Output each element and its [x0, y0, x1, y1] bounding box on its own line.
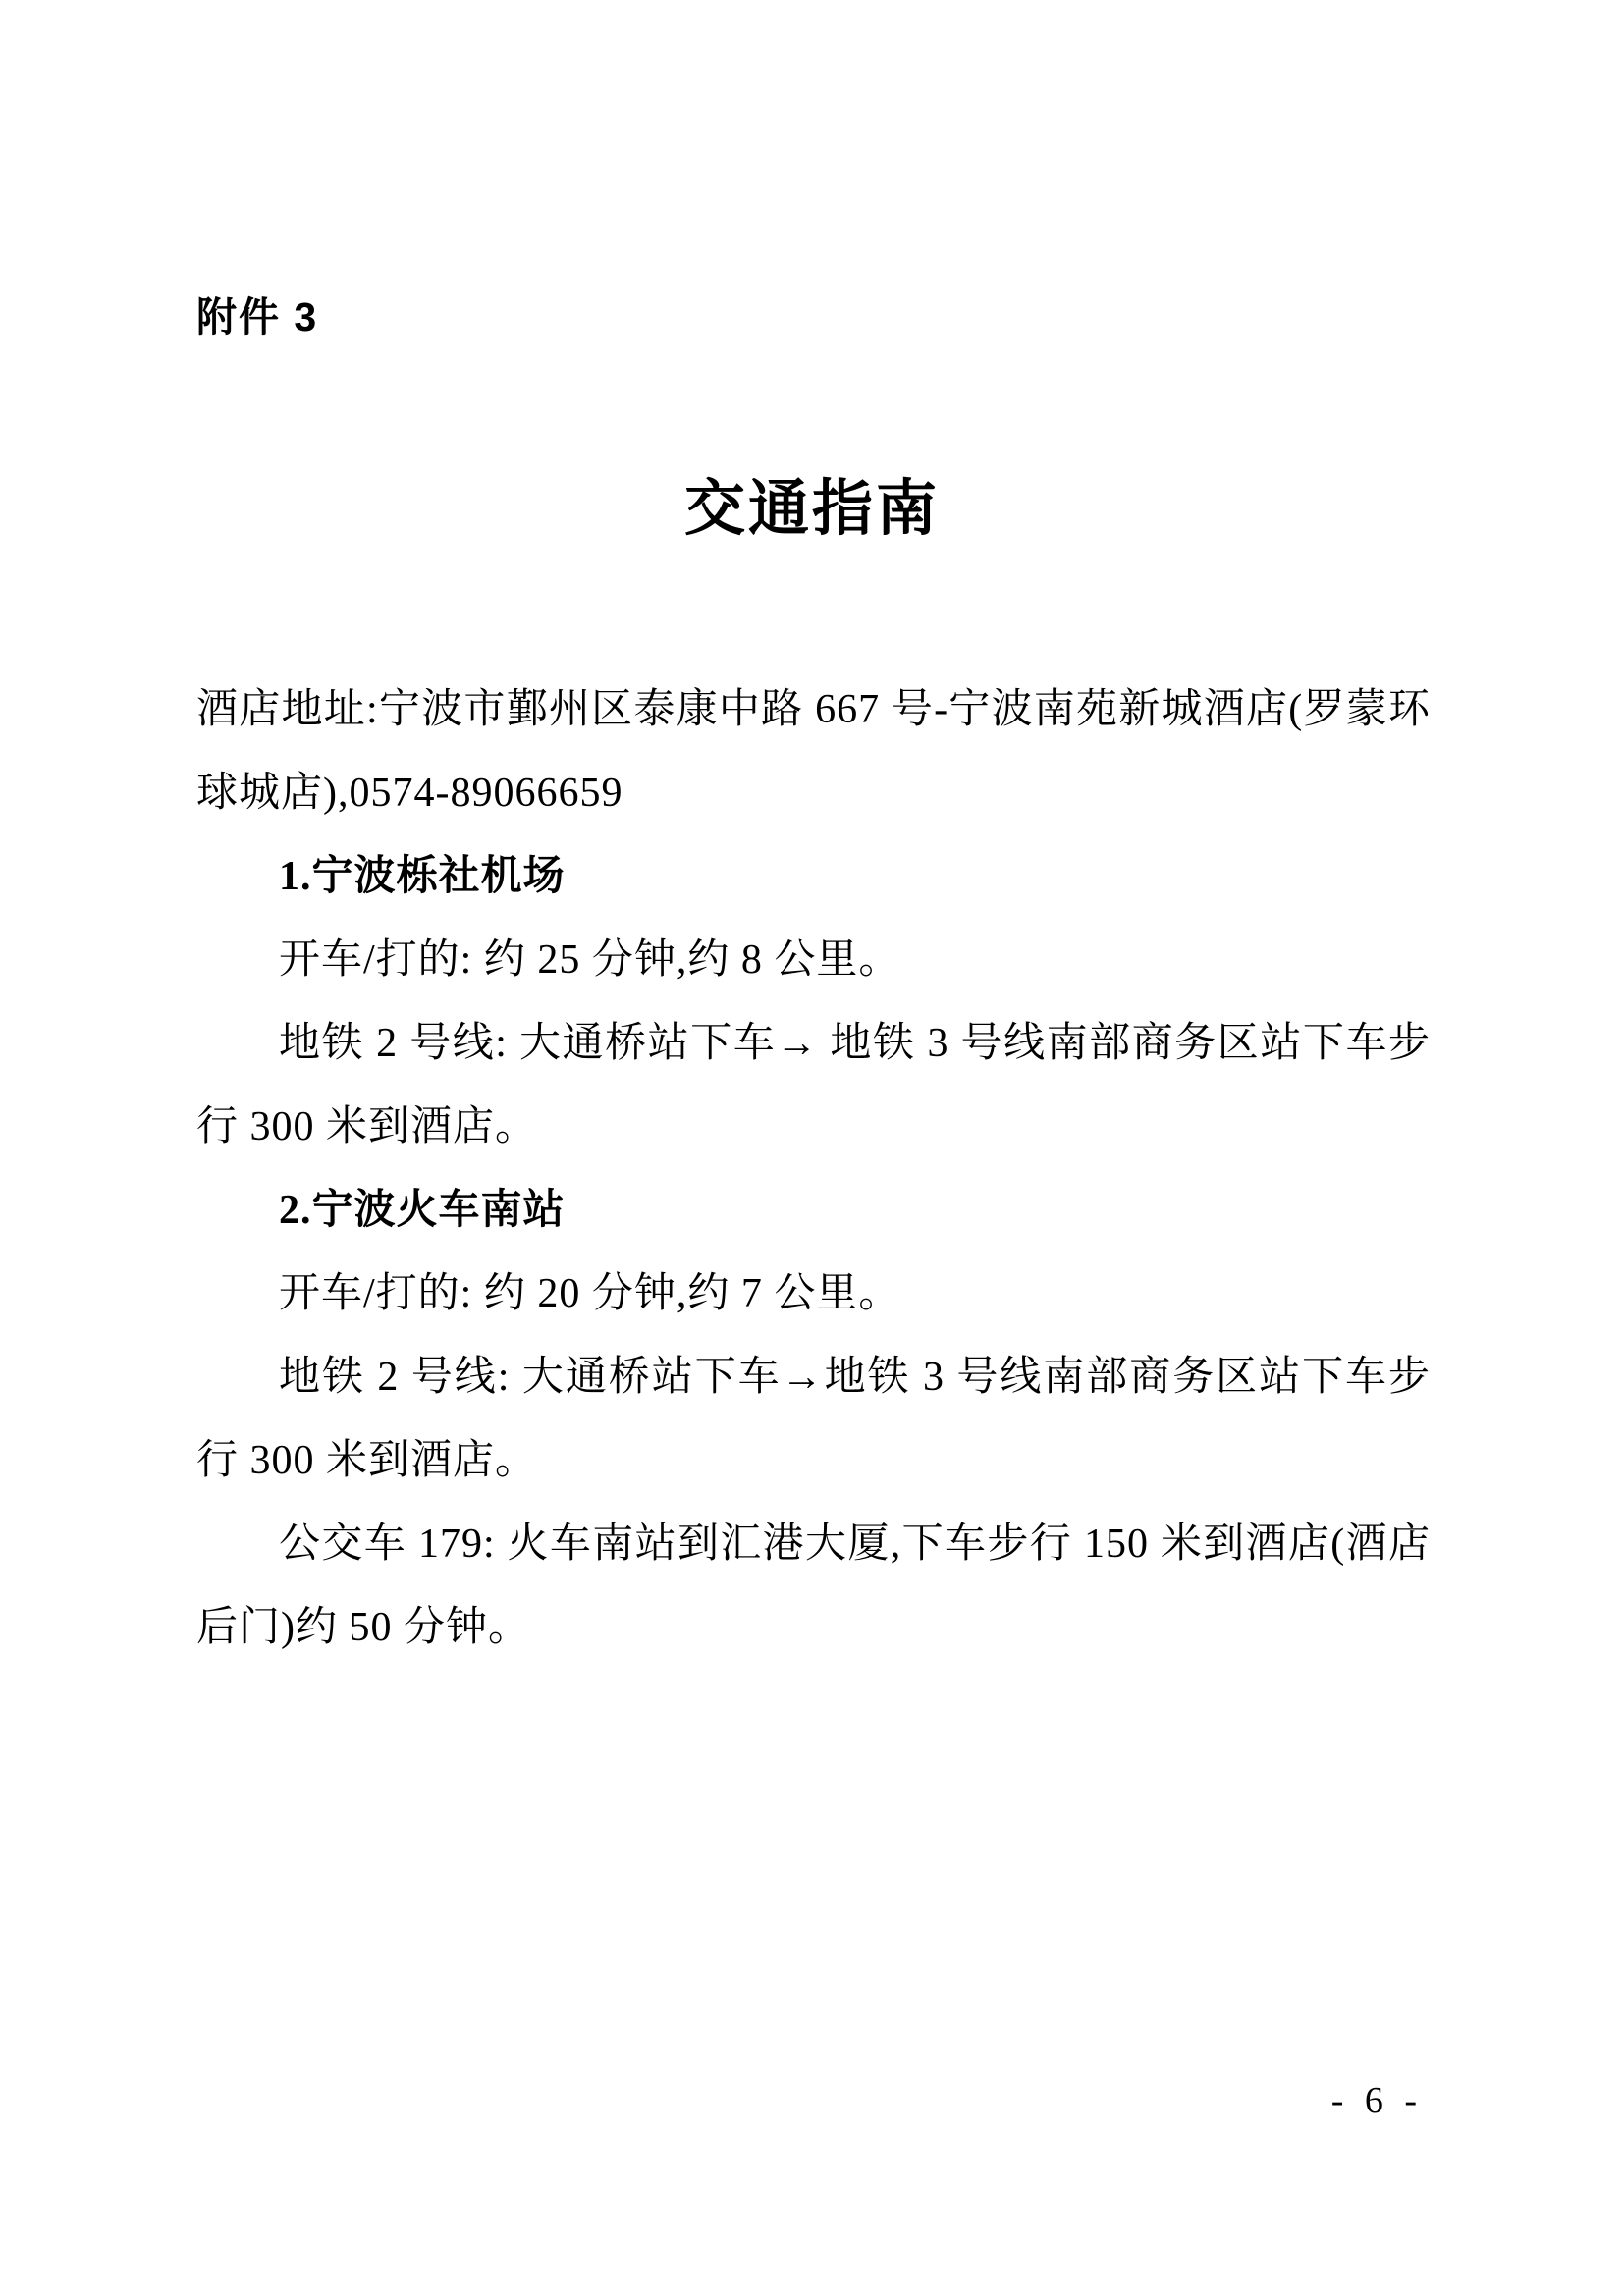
section-heading-airport: 1.宁波栎社机场 [279, 854, 566, 899]
paragraph-train-bus: 公交车 179: 火车南站到汇港大厦,下车步行 150 米到酒店(酒店后门)约 50 分钟。 [196, 1522, 1431, 1650]
document-body [196, 668, 1431, 1670]
page-number: - 6 - [1330, 2080, 1423, 2121]
paragraph-hotel-address: 酒店地址:宁波市鄞州区泰康中路 667 号-宁波南苑新城酒店(罗蒙环球城店),0574-89066659 [196, 687, 1431, 816]
paragraph-train-metro: 地铁 2 号线: 大通桥站下车→地铁 3 号线南部商务区站下车步行 300 米到酒店。 [196, 1355, 1431, 1483]
section-heading-train-station: 2.宁波火车南站 [279, 1188, 566, 1233]
attachment-label: 附件 3 [196, 294, 319, 340]
paragraph-train-drive: 开车/打的: 约 20 分钟,约 7 公里。 [279, 1271, 901, 1316]
paragraph-airport-metro: 地铁 2 号线: 大通桥站下车→ 地铁 3 号线南部商务区站下车步行 300 米到酒店。 [196, 1021, 1431, 1149]
paragraph-airport-drive: 开车/打的: 约 25 分钟,约 8 公里。 [279, 937, 901, 983]
document-title: 交通指南 [683, 476, 940, 543]
